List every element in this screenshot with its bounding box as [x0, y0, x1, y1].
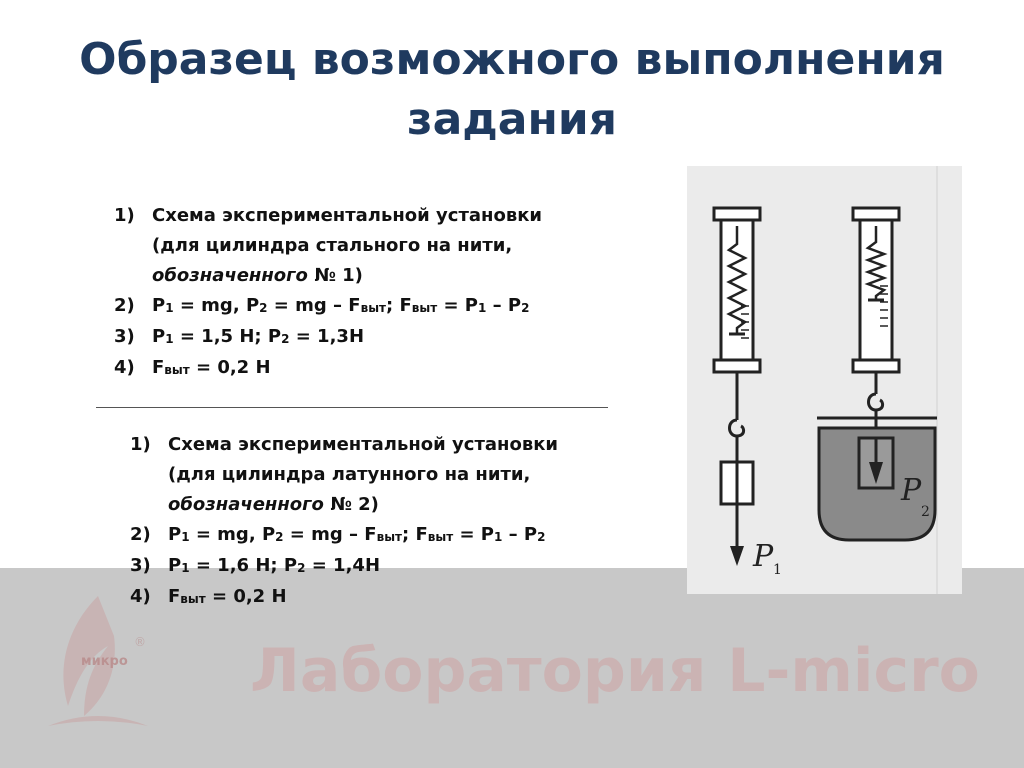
- list-item: [114, 353, 594, 384]
- solution-list-cylinder-1: [114, 201, 594, 384]
- formula-text: $P_1 = 1,5$ Н; $P_2 = 1,3Н$: [152, 326, 365, 347]
- section-divider: [96, 407, 608, 408]
- experiment-figure: [687, 166, 962, 594]
- item-number: 4): [114, 357, 135, 378]
- item-number: 1): [130, 434, 151, 455]
- item-text: Схема экспериментальной установки: [168, 434, 559, 455]
- item-number: 3): [130, 555, 151, 576]
- item-text: Схема экспериментальной установки: [152, 205, 543, 226]
- watermark-text: Лаборатория L-micro: [250, 636, 980, 706]
- list-item: [130, 520, 610, 551]
- list-item: [114, 201, 594, 291]
- item-text-italic: обозначенного: [168, 494, 324, 515]
- list-item: [130, 551, 610, 582]
- dynamometer-diagram: [687, 166, 962, 594]
- list-item: [130, 430, 610, 520]
- label-p1: P: [753, 539, 774, 574]
- list-item: [130, 582, 610, 613]
- item-text-italic: обозначенного: [152, 265, 308, 286]
- list-item: [114, 322, 594, 353]
- item-number: 1): [114, 205, 135, 226]
- label-p2-sub: 2: [921, 504, 930, 520]
- formula-text: $P_1$ = mg, $P_2$ = mg – $F_{выт}$; $F_{выт} = P_1 - P_2$: [152, 295, 530, 316]
- formula-text: $P_1$ = mg, $P_2$ = mg – $F_{выт}$; $F_{выт} = P_1 - P_2$: [168, 524, 546, 545]
- item-number: 4): [130, 586, 151, 607]
- slide-title: Образец возможного выполнения задания: [79, 34, 945, 145]
- item-text: № 2): [323, 494, 379, 515]
- label-p1-sub: 1: [773, 562, 782, 578]
- registered-icon: ®: [134, 635, 146, 649]
- label-p2: P: [901, 473, 922, 508]
- item-number: 2): [130, 524, 151, 545]
- formula-text: $F_{выт} = 0,2$ Н: [152, 357, 271, 378]
- list-item: [114, 291, 594, 322]
- formula-text: $F_{выт} = 0,2$ Н: [168, 586, 287, 607]
- item-number: 3): [114, 326, 135, 347]
- solution-list-cylinder-2: [130, 430, 610, 613]
- formula-text: $P_1 = 1,6$ Н; $P_2 = 1,4Н$: [168, 555, 381, 576]
- item-text: № 1): [307, 265, 363, 286]
- item-text: (для цилиндра латунного на нити,: [168, 464, 531, 485]
- item-number: 2): [114, 295, 135, 316]
- item-text: (для цилиндра стального на нити,: [152, 235, 513, 256]
- logo-text: микро: [81, 654, 128, 669]
